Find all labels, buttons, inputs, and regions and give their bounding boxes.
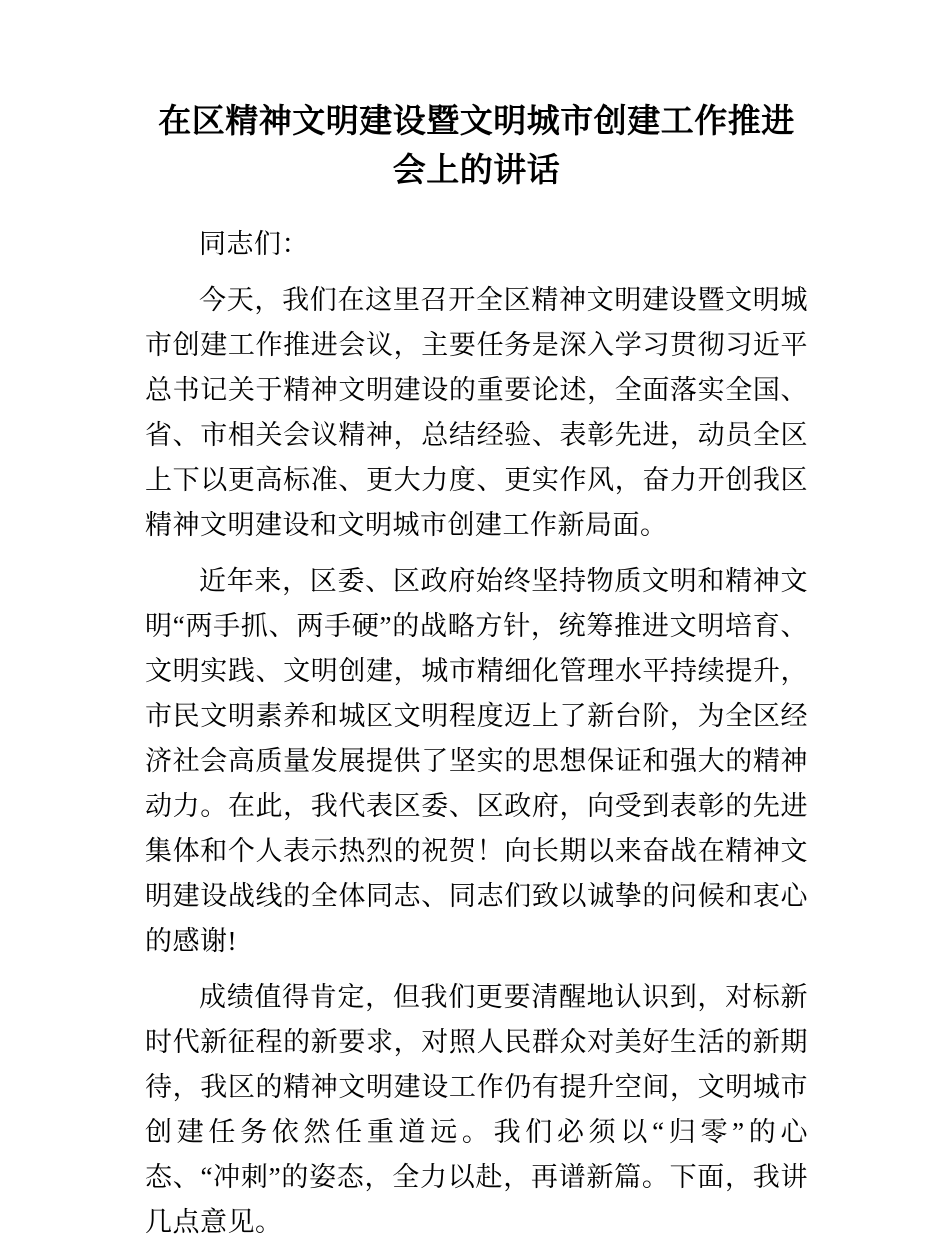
document-title: 在区精神文明建设暨文明城市创建工作推进会上的讲话 [158, 104, 795, 189]
paragraph-achievements: 近年来，区委、区政府始终坚持物质文明和精神文明“两手抓、两手硬”的战略方针，统筹推进文明培育、文明实践、文明创建，城市精细化管理水平持续提升，市民文明素养和城区文明程度迈上了新台阶，为全区经济社会高质量发展提供了坚实的思想保证和强大的精神动力。在此，我代表区委、区政府，向受到表彰的先进集体和个人表示热烈的祝贺！向长期以来奋战在精神文明建设战线的全体同志、同志们致以诚挚的问候和衷心的感谢! [145, 565, 808, 956]
paragraph-meeting-purpose: 今天，我们在这里召开全区精神文明建设暨文明城市创建工作推进会议，主要任务是深入学习贯彻习近平总书记关于精神文明建设的重要论述，全面落实全国、省、市相关会议精神，总结经验、表彰先进，动员全区上下以更高标准、更大力度、更实作风，奋力开创我区精神文明建设和文明城市创建工作新局面。 [145, 284, 808, 540]
paragraph-salutation: 同志们： [199, 228, 309, 259]
paragraph-outlook: 成绩值得肯定，但我们更要清醒地认识到，对标新时代新征程的新要求，对照人民群众对美好生活的新期待，我区的精神文明建设工作仍有提升空间，文明城市创建任务依然任重道远。我们必须以“归零”的心态、“冲刺”的姿态，全力以赴，再谱新篇。下面，我讲几点意见。 [145, 981, 808, 1237]
